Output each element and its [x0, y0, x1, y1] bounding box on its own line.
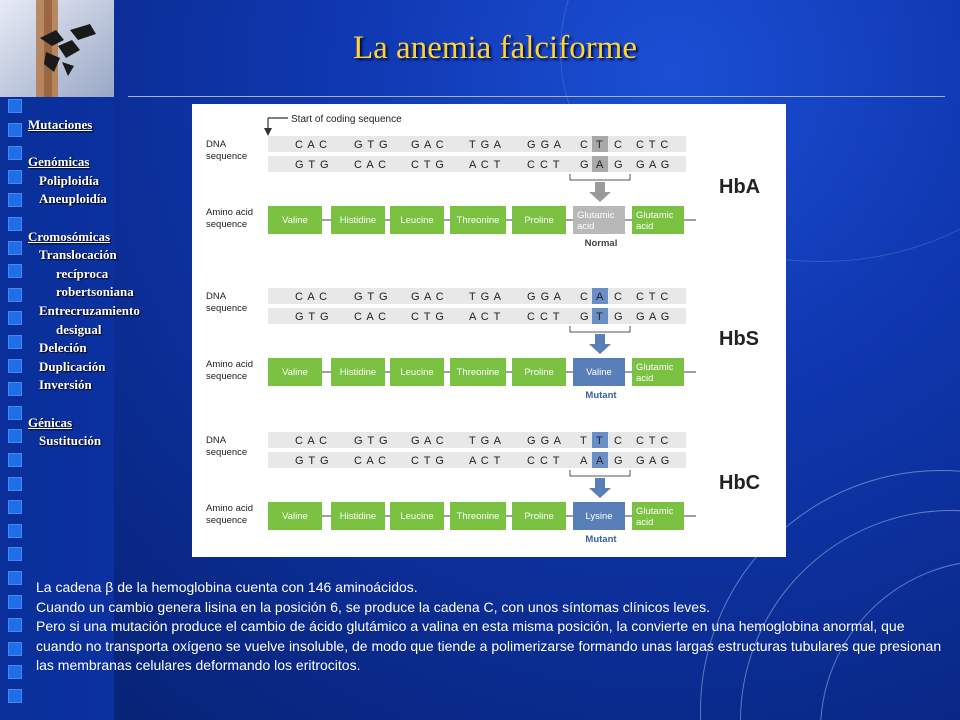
hemoglobin-variant-label: HbS	[719, 328, 759, 350]
decorative-square	[8, 170, 22, 184]
amino-acid: Proline	[524, 215, 554, 226]
decorative-square	[8, 382, 22, 396]
hemoglobin-mutation-figure	[192, 104, 786, 557]
codon: G T G	[295, 159, 330, 171]
amino-acid: Histidine	[339, 367, 377, 378]
decorative-square	[8, 241, 22, 255]
decorative-square	[8, 311, 22, 325]
menu-item[interactable]: Mutaciones	[28, 117, 93, 132]
nucleotide: G	[614, 311, 623, 323]
amino-acid: Leucine	[400, 511, 434, 522]
amino-acid: Valine	[586, 367, 612, 378]
nucleotide: T	[596, 311, 603, 323]
nucleotide: T	[596, 435, 603, 447]
codon: G T G	[295, 455, 330, 467]
codon: T G A	[469, 139, 502, 151]
amino-acid: Lysine	[585, 511, 613, 522]
decorative-square	[8, 123, 22, 137]
amino-acid: Threonine	[456, 511, 500, 522]
amino-acid-label: Amino acid	[206, 207, 253, 218]
amino-acid-label: Amino acid	[206, 359, 253, 370]
nucleotide: A	[580, 455, 588, 467]
translation-arrow	[595, 182, 605, 192]
decorative-square	[8, 689, 22, 703]
codon: G A G	[636, 455, 671, 467]
title-divider	[128, 96, 945, 97]
mutation-status: Mutant	[585, 390, 617, 401]
menu-item[interactable]: Genómicas	[28, 154, 90, 170]
codon: G A C	[411, 139, 445, 151]
codon: C T C	[636, 435, 670, 447]
decorative-square	[8, 217, 22, 231]
caption-text	[36, 578, 946, 676]
mutation-status: Mutant	[585, 534, 617, 545]
nucleotide: C	[614, 139, 622, 151]
codon: C T C	[636, 291, 670, 303]
decorative-square	[8, 453, 22, 467]
menu-item[interactable]: Translocación	[39, 247, 117, 263]
codon: A C T	[469, 159, 502, 171]
codon-bracket	[570, 174, 630, 180]
topic-menu	[28, 116, 140, 451]
menu-item[interactable]: Entrecruzamiento	[39, 302, 140, 318]
menu-item[interactable]: recíproca	[56, 265, 109, 281]
decorative-square	[8, 595, 22, 609]
codon-bracket	[570, 470, 630, 476]
menu-item[interactable]: Sustitución	[39, 433, 102, 449]
menu-item[interactable]: Aneuploidía	[39, 191, 107, 207]
nucleotide: G	[580, 159, 589, 171]
decorative-square	[8, 429, 22, 443]
codon: C T C	[636, 139, 670, 151]
nucleotide: A	[596, 455, 604, 467]
decorative-square	[8, 547, 22, 561]
amino-acid: Glutamic acid	[636, 506, 674, 528]
nucleotide: C	[614, 291, 622, 303]
amino-acid: Histidine	[339, 215, 377, 226]
amino-acid: Valine	[282, 511, 308, 522]
decorative-square	[8, 99, 22, 113]
decorative-square	[8, 193, 22, 207]
amino-acid: Valine	[282, 367, 308, 378]
dna-label: DNA	[206, 291, 227, 302]
amino-acid: Glutamic acid	[636, 362, 674, 384]
menu-item[interactable]: desigual	[56, 321, 102, 337]
decorative-square	[8, 618, 22, 632]
menu-item[interactable]: Duplicación	[39, 358, 106, 374]
codon: G A C	[411, 435, 445, 447]
codon: G A G	[636, 159, 671, 171]
amino-acid-label: sequence	[206, 219, 248, 230]
codon: C A C	[295, 139, 329, 151]
hemoglobin-variant-label: HbC	[719, 472, 761, 494]
translation-arrow	[595, 334, 605, 344]
nucleotide: A	[596, 159, 604, 171]
nucleotide: A	[596, 291, 604, 303]
codon: C A C	[354, 311, 388, 323]
codon: C T G	[411, 311, 445, 323]
decorative-square	[8, 477, 22, 491]
codon: T G A	[469, 291, 502, 303]
codon: G G A	[527, 291, 562, 303]
codon: C T G	[411, 159, 445, 171]
decorative-square	[8, 406, 22, 420]
translation-arrow	[589, 192, 611, 202]
amino-acid: Threonine	[456, 367, 500, 378]
codon: G G A	[527, 139, 562, 151]
amino-acid: Glutamic acid	[636, 210, 674, 232]
amino-acid-label: sequence	[206, 371, 248, 382]
codon: A C T	[469, 455, 502, 467]
mutation-diagram	[192, 104, 786, 557]
codon: C C T	[527, 311, 561, 323]
amino-acid: Histidine	[339, 511, 377, 522]
amino-acid-label: sequence	[206, 515, 248, 526]
codon-bracket	[570, 326, 630, 332]
amino-acid: Proline	[524, 511, 554, 522]
translation-arrow	[589, 344, 611, 354]
menu-item[interactable]: Cromosómicas	[28, 228, 111, 244]
nucleotide: C	[580, 139, 588, 151]
decorative-square	[8, 264, 22, 278]
nucleotide: C	[580, 291, 588, 303]
amino-acid-label: Amino acid	[206, 503, 253, 514]
codon: G G A	[527, 435, 562, 447]
nucleotide: G	[580, 311, 589, 323]
dna-label: sequence	[206, 303, 248, 314]
translation-arrow	[595, 478, 605, 488]
translation-arrow	[589, 488, 611, 498]
start-label: Start of coding sequence	[291, 114, 402, 125]
codon: G T G	[295, 311, 330, 323]
dna-label: sequence	[206, 151, 248, 162]
nucleotide: T	[580, 435, 587, 447]
menu-item[interactable]: Inversión	[39, 377, 92, 393]
mutation-status: Normal	[584, 238, 618, 249]
decorative-square	[8, 500, 22, 514]
slide-title: La anemia falciforme	[353, 30, 637, 66]
nucleotide: C	[614, 435, 622, 447]
menu-item[interactable]: Génicas	[28, 414, 73, 430]
amino-acid: Glutamic acid	[577, 210, 615, 232]
decorative-square	[8, 524, 22, 538]
caption-line: Cuando un cambio genera lisina en la posición 6, se produce la cadena C, con unos síntomas clínicos leves.	[36, 598, 710, 615]
codon: C A C	[354, 455, 388, 467]
codon: C C T	[527, 455, 561, 467]
caption-line: Pero si una mutación produce el cambio de ácido glutámico a valina en esta misma posición, la convierte en una hemoglobina anormal, que cuando no transporta oxígeno se vuelve insoluble, de modo que tiende a polimerizarse formando unas largas estructuras tubulares que presionan las membranas celulares deformando los eritrocitos.	[36, 618, 942, 673]
codon: C C T	[527, 159, 561, 171]
decorative-square	[8, 359, 22, 373]
codon: G A C	[411, 291, 445, 303]
amino-acid: Valine	[282, 215, 308, 226]
dna-label: sequence	[206, 447, 248, 458]
nucleotide: T	[596, 139, 603, 151]
codon: G T G	[354, 291, 389, 303]
codon: G T G	[354, 139, 389, 151]
codon: C A C	[354, 159, 388, 171]
decorative-square	[8, 288, 22, 302]
codon: A C T	[469, 311, 502, 323]
codon: C A C	[295, 291, 329, 303]
codon: G T G	[354, 435, 389, 447]
caption-line: La cadena β de la hemoglobina cuenta con 146 aminoácidos.	[36, 579, 418, 595]
menu-item[interactable]: Deleción	[39, 340, 87, 356]
decorative-square	[8, 642, 22, 656]
dna-label: DNA	[206, 435, 227, 446]
amino-acid: Leucine	[400, 367, 434, 378]
start-arrow-head	[264, 128, 272, 136]
codon: C A C	[295, 435, 329, 447]
codon: T G A	[469, 435, 502, 447]
nucleotide: G	[614, 455, 623, 467]
codon: G A G	[636, 311, 671, 323]
codon: C T G	[411, 455, 445, 467]
decorative-square	[8, 146, 22, 160]
decorative-square	[8, 335, 22, 349]
dna-label: DNA	[206, 139, 227, 150]
nucleotide: G	[614, 159, 623, 171]
decorative-square	[8, 665, 22, 679]
menu-item[interactable]: Poliploidía	[39, 172, 99, 188]
decorative-square	[8, 571, 22, 585]
menu-item[interactable]: robertsoniana	[56, 284, 134, 300]
amino-acid: Proline	[524, 367, 554, 378]
amino-acid: Leucine	[400, 215, 434, 226]
hemoglobin-variant-label: HbA	[719, 176, 761, 198]
amino-acid: Threonine	[456, 215, 500, 226]
